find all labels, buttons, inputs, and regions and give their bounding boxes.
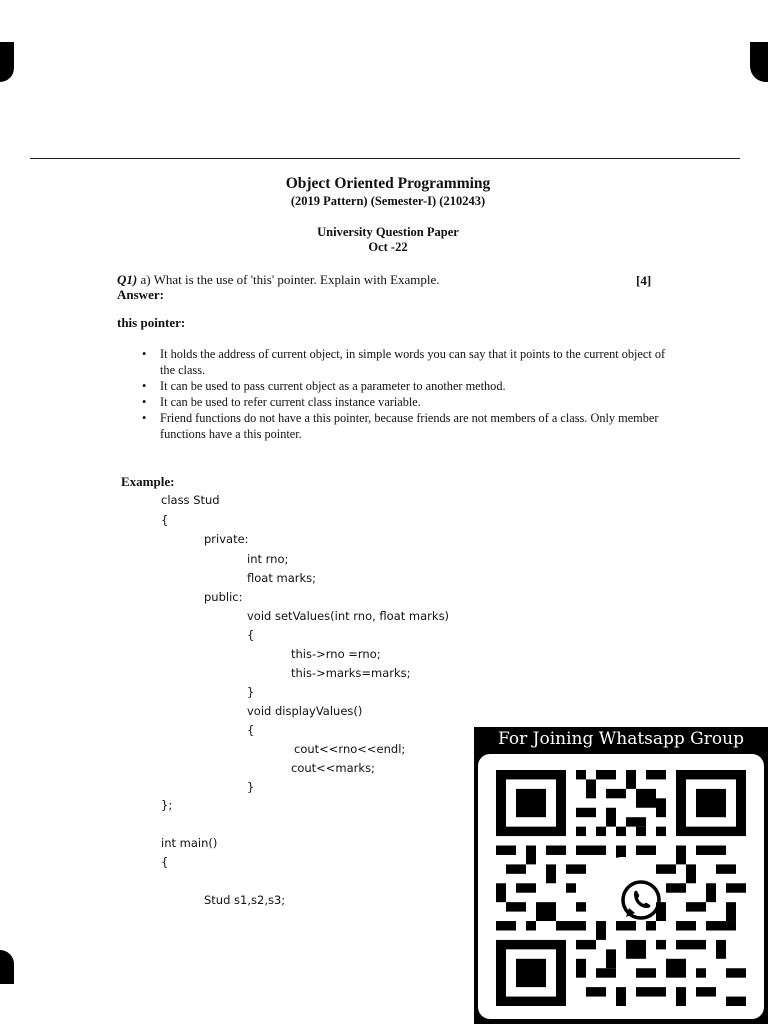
code-line: Stud s1,s2,s3; [204, 893, 286, 907]
scan-corner-bottom-left [0, 950, 14, 984]
code-line: cout<<rno<<endl; [294, 742, 406, 756]
code-line: { [161, 513, 169, 527]
code-line: float marks; [247, 571, 316, 585]
paper-heading: University Question Paper [317, 225, 459, 239]
section-title: this pointer: [117, 315, 186, 330]
code-line: class Stud [161, 493, 220, 507]
question-marks: [4] [636, 273, 652, 288]
list-item: • It holds the address of current object, in simple words you can say that it points to the current object of the class. [142, 347, 666, 377]
code-line: this->marks=marks; [291, 666, 411, 680]
list-item: • It can be used to refer current class instance variable. [142, 395, 421, 409]
code-line: int rno; [247, 552, 289, 566]
code-line: private: [204, 532, 249, 546]
bullet-list [142, 346, 672, 442]
paper-date: Oct -22 [368, 240, 408, 254]
code-line: cout<<marks; [291, 761, 375, 775]
whatsapp-icon [596, 857, 650, 911]
code-line: { [247, 723, 255, 737]
code-line: } [247, 780, 255, 794]
code-line: }; [161, 798, 173, 812]
code-line: void setValues(int rno, float marks) [247, 609, 450, 623]
document-title: Object Oriented Programming [285, 175, 491, 192]
example-label: Example: [121, 474, 175, 489]
answer-label: Answer: [117, 287, 164, 302]
qr-code[interactable] [478, 754, 764, 1019]
question-line [117, 272, 657, 288]
code-line: } [247, 685, 255, 699]
list-item: • It can be used to pass current object as a parameter to another method. [142, 379, 506, 393]
code-line: public: [204, 590, 243, 604]
question-number: Q1) [117, 272, 138, 287]
code-line: int main() [161, 836, 218, 850]
code-line: this->rno =rno; [291, 647, 381, 661]
code-line: { [161, 855, 169, 869]
whatsapp-qr-panel[interactable] [474, 727, 768, 1024]
code-line: { [247, 628, 255, 642]
scan-corner-top-left [0, 42, 14, 82]
qr-panel-title: For Joining Whatsapp Group [498, 729, 744, 749]
scan-corner-top-right [750, 42, 768, 82]
code-line: void displayValues() [247, 704, 363, 718]
list-item: • Friend functions do not have a this pointer, because friends are not members of a class. Only member functions have a this pointer. [142, 411, 659, 441]
question-text: a) What is the use of 'this' pointer. Explain with Example. [137, 272, 440, 287]
document-pattern: (2019 Pattern) (Semester-I) (210243) [290, 194, 486, 208]
header-rule [30, 158, 740, 159]
